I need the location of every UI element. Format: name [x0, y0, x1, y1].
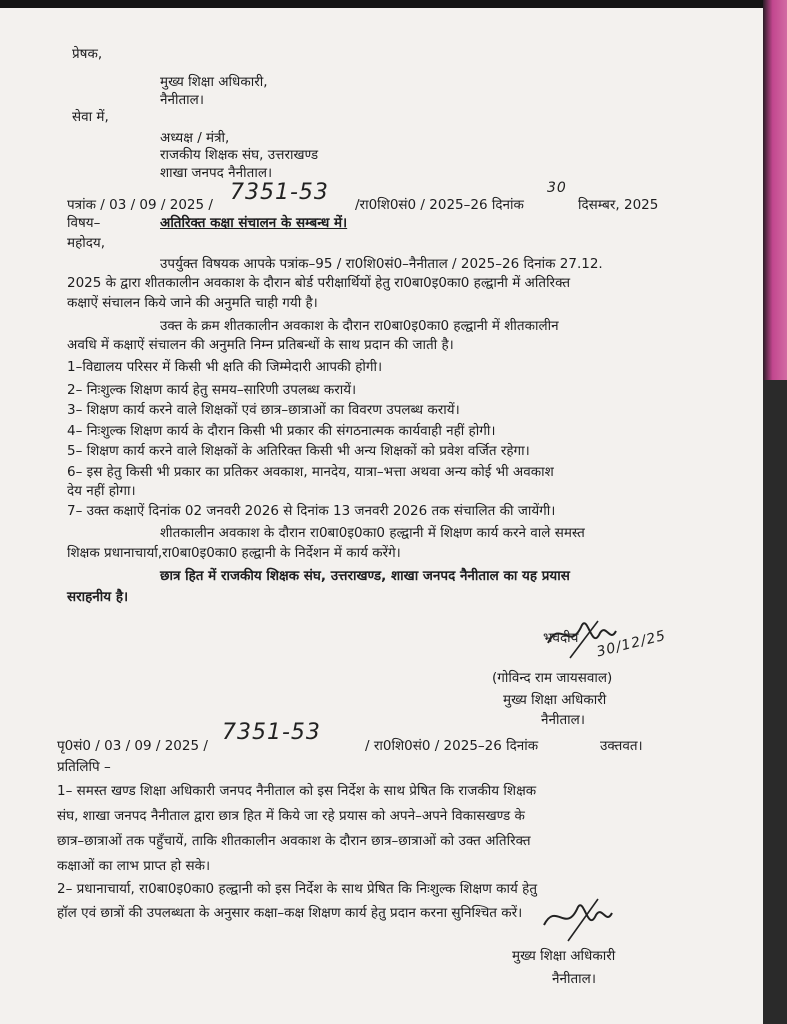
handwritten-day: 30: [547, 180, 567, 196]
body-line: अवधि में कक्षाऐं संचालन की अनुमति निम्न प्रतिबन्धों के साथ प्रदान की जाती है।: [67, 337, 454, 353]
background-edge: [763, 0, 787, 380]
signatory-place: नैनीताल।: [552, 971, 596, 987]
handwritten-sign-date: 30/12/25: [595, 627, 668, 661]
copy-line: कक्षाओं का लाभ प्राप्त हो सके।: [57, 858, 211, 874]
salutation: महोदय,: [67, 235, 106, 251]
condition-item: देय नहीं होगा।: [67, 483, 136, 499]
recipient-line: शाखा जनपद नैनीताल।: [160, 165, 273, 181]
ref-suffix: /रा0शि0सं0 / 2025–26 दिनांक: [355, 197, 524, 213]
copy-line: संघ, शाखा जनपद नैनीताल द्वारा छात्र हित में किये जा रहे प्रयास को अपने–अपने विकासखण्ड के: [57, 808, 525, 824]
copy-line: हॉल एवं छात्रों की उपलब्धता के अनुसार कक्षा–कक्ष शिक्षण कार्य हेतु प्रदान करना सुनिश्चित करें।: [57, 905, 523, 921]
condition-item: 1–विद्यालय परिसर में किसी भी क्षति की जिम्मेदारी आपकी होगी।: [67, 359, 383, 375]
handwritten-ref-number: 7351-53: [230, 180, 329, 205]
signatory-designation: मुख्य शिक्षा अधिकारी: [503, 692, 607, 708]
background-edge: [763, 380, 787, 1024]
condition-item: 7– उक्त कक्षाऐं दिनांक 02 जनवरी 2026 से दिनांक 13 जनवरी 2026 तक संचालित की जायेंगी।: [67, 503, 556, 519]
signatory-place: नैनीताल।: [541, 712, 585, 728]
signature-scribble: [538, 893, 618, 945]
sender-label: प्रेषक,: [72, 46, 103, 62]
copy-ref-date: उक्तवत।: [600, 738, 643, 754]
copy-line: छात्र–छात्राओं तक पहुँचायें, ताकि शीतकालीन अवकाश के दौरान छात्र–छात्राओं को उक्त अतिरिक्त: [57, 833, 531, 849]
handwritten-copy-number: 7351-53: [222, 720, 321, 745]
body-line: उपर्युक्त विषयक आपके पत्रांक–95 / रा0शि0सं0–नैनीताल / 2025–26 दिनांक 27.12.: [160, 256, 603, 272]
copy-line: 2– प्रधानाचार्या, रा0बा0इ0का0 हल्द्वानी को इस निर्देश के साथ प्रेषित कि निःशुल्क शिक्षण कार्य हेतु: [57, 881, 538, 897]
body-line: शीतकालीन अवकाश के दौरान रा0बा0इ0का0 हल्द्वानी में शिक्षण कार्य करने वाले समस्त: [160, 525, 585, 541]
condition-item: 2– निःशुल्क शिक्षण कार्य हेतु समय–सारिणी उपलब्ध करायें।: [67, 382, 357, 398]
sender-line: नैनीताल।: [160, 92, 204, 108]
signatory-name: (गोविन्द राम जायसवाल): [492, 670, 613, 686]
body-line: कक्षाऐं संचालन किये जाने की अनुमति चाही गयी है।: [67, 295, 318, 311]
ref-date: दिसम्बर, 2025: [578, 197, 659, 213]
body-line-bold: सराहनीय है।: [67, 589, 129, 605]
subject-text: अतिरिक्त कक्षा संचालन के सम्बन्ध में।: [160, 215, 348, 231]
closing: भवदीय: [543, 630, 579, 646]
copy-line: 1– समस्त खण्ड शिक्षा अधिकारी जनपद नैनीताल को इस निर्देश के साथ प्रेषित कि राजकीय शिक्षक: [57, 783, 537, 799]
subject-label: विषय–: [67, 215, 101, 231]
condition-item: 4– निःशुल्क शिक्षण कार्य के दौरान किसी भी प्रकार की संगठनात्मक कार्यवाही नहीं होगी।: [67, 423, 496, 439]
recipient-line: अध्यक्ष / मंत्री,: [160, 130, 230, 146]
body-line: उक्त के क्रम शीतकालीन अवकाश के दौरान रा0बा0इ0का0 हल्द्वानी में शीतकालीन: [160, 318, 559, 334]
to-label: सेवा में,: [72, 109, 109, 125]
condition-item: 3– शिक्षण कार्य करने वाले शिक्षकों एवं छात्र–छात्राओं का विवरण उपलब्ध करायें।: [67, 402, 460, 418]
copy-label: प्रतिलिपि –: [57, 759, 111, 775]
condition-item: 5– शिक्षण कार्य करने वाले शिक्षकों के अतिरिक्त किसी भी अन्य शिक्षकों को प्रवेश वर्जित रहेगा।: [67, 443, 530, 459]
body-line: शिक्षक प्रधानाचार्या,रा0बा0इ0का0 हल्द्वानी के निर्देशन में कार्य करेंगे।: [67, 545, 401, 561]
sender-line: मुख्य शिक्षा अधिकारी,: [160, 74, 268, 90]
signatory-designation: मुख्य शिक्षा अधिकारी: [512, 948, 616, 964]
copy-ref-prefix: पृ0सं0 / 03 / 09 / 2025 /: [57, 738, 208, 754]
condition-item: 6– इस हेतु किसी भी प्रकार का प्रतिकर अवकाश, मानदेय, यात्रा–भत्ता अथवा अन्य कोई भी अवकाश: [67, 464, 554, 480]
recipient-line: राजकीय शिक्षक संघ, उत्तराखण्ड: [160, 147, 319, 163]
ref-prefix: पत्रांक / 03 / 09 / 2025 /: [67, 197, 213, 213]
letter-page: [0, 8, 765, 1024]
body-line: 2025 के द्वारा शीतकालीन अवकाश के दौरान बोर्ड परीक्षार्थियों हेतु रा0बा0इ0का0 हल्द्वानी में अतिरिक्त: [67, 275, 571, 291]
body-line-bold: छात्र हित में राजकीय शिक्षक संघ, उत्तराखण्ड, शाखा जनपद नैनीताल का यह प्रयास: [160, 568, 570, 584]
copy-ref-suffix: / रा0शि0सं0 / 2025–26 दिनांक: [365, 738, 539, 754]
